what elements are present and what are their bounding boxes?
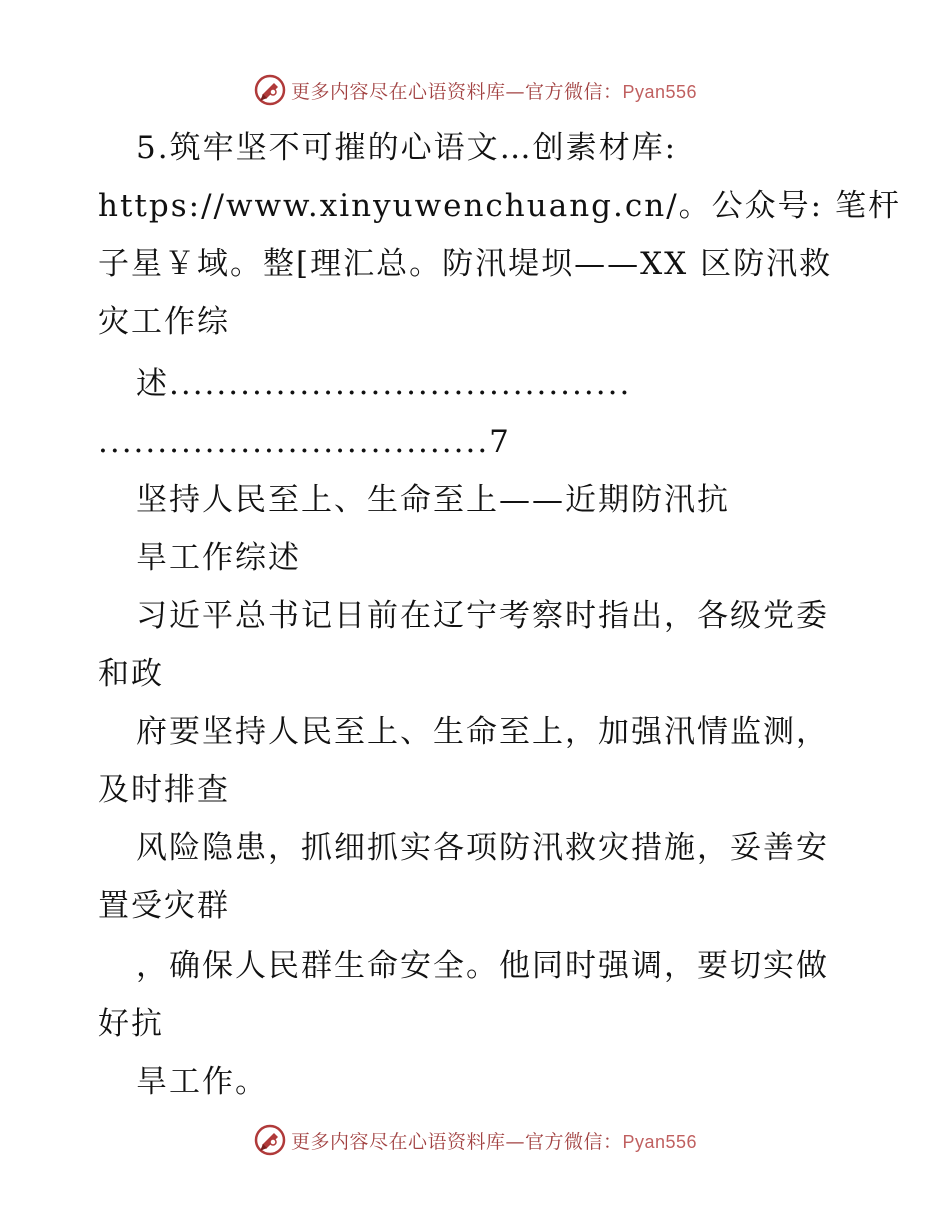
body-line-9: 习近平总书记日前在辽宁考察时指出，各级党委 <box>136 598 829 634</box>
body-line-14: 置受灾群 <box>98 888 230 924</box>
header-banner <box>0 70 950 110</box>
footer-banner-text: 更多内容尽在心语资料库—官方微信：Pyan556 <box>290 1130 698 1153</box>
body-line-2: https://www.xinyuwenchuang.cn/。公众号: 笔杆 <box>98 188 901 224</box>
footer-banner <box>0 1120 950 1160</box>
body-line-16: 好抗 <box>98 1006 164 1042</box>
body-line-3: 子星￥域。整[理汇总。防汛堤坝——XX 区防汛救 <box>98 246 833 282</box>
body-line-4: 灾工作综 <box>98 304 230 340</box>
body-line-7: 坚持人民至上、生命至上——近期防汛抗 <box>136 482 730 518</box>
body-line-6: .................................7 <box>98 424 511 460</box>
body-line-10: 和政 <box>98 656 164 692</box>
header-banner-text: 更多内容尽在心语资料库—官方微信：Pyan556 <box>290 80 698 103</box>
body-line-17: 旱工作。 <box>136 1064 268 1100</box>
body-line-8: 旱工作综述 <box>136 540 301 576</box>
body-line-11: 府要坚持人民至上、生命至上，加强汛情监测， <box>136 714 829 750</box>
pen-logo-icon <box>253 73 287 107</box>
body-line-13: 风险隐患，抓细抓实各项防汛救灾措施，妥善安 <box>136 830 829 866</box>
body-line-5: 述....................................... <box>136 366 632 402</box>
pen-logo-icon <box>253 1123 287 1157</box>
body-line-15: ，确保人民群生命安全。他同时强调，要切实做 <box>136 948 829 984</box>
body-line-12: 及时排查 <box>98 772 230 808</box>
body-line-1: 5.筑牢坚不可摧的心语文…创素材库: <box>136 130 678 166</box>
